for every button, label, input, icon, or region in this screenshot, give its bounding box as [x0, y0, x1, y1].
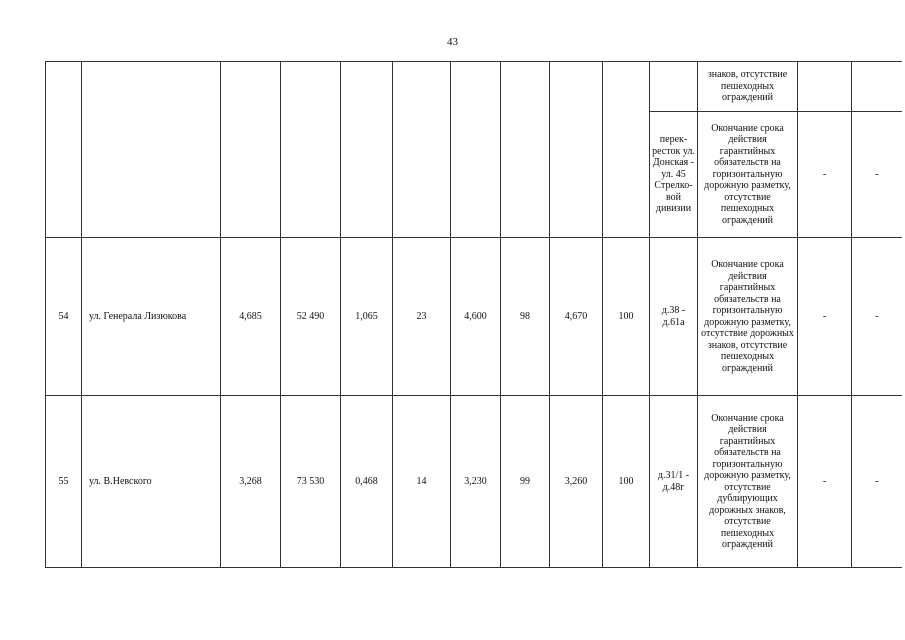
length-cell [221, 62, 281, 238]
bad-pct-cell [393, 62, 451, 238]
street-cell: ул. Генерала Лизюкова [82, 238, 221, 396]
table-row [46, 396, 902, 568]
good-pct-cell: 98 [501, 238, 550, 396]
good-pct-cell [501, 62, 550, 238]
col14-cell: - [798, 112, 852, 238]
bad-length-cell: 0,468 [341, 396, 393, 568]
table-row [46, 62, 902, 112]
reason-cell: Окончание срока действия гарантийных обязательств на горизонтальную дорожную разметку, отсутствие пешеходных ограждений [698, 112, 798, 238]
area-cell [281, 62, 341, 238]
col15-cell [852, 62, 902, 112]
area-cell: 52 490 [281, 238, 341, 396]
bad-pct-cell: 14 [393, 396, 451, 568]
norm-pct-cell: 100 [603, 238, 650, 396]
good-length-cell: 4,600 [451, 238, 501, 396]
section-cell [650, 62, 698, 112]
bad-length-cell: 1,065 [341, 238, 393, 396]
section-cell: д.38 - д.61а [650, 238, 698, 396]
row-number-cell: 54 [46, 238, 82, 396]
good-length-cell [451, 62, 501, 238]
page-number: 43 [447, 36, 458, 48]
section-cell: д.31/1 - д.48г [650, 396, 698, 568]
reason-cell: знаков, отсутствие пешеходных ограждений [698, 62, 798, 112]
reason-cell: Окончание срока действия гарантийных обязательств на горизонтальную дорожную разметку, отсутствие дублирующих дорожных знаков, отсутствие пешеходных ограждений [698, 396, 798, 568]
norm-length-cell: 3,260 [550, 396, 603, 568]
norm-pct-cell [603, 62, 650, 238]
reason-cell: Окончание срока действия гарантийных обязательств на горизонтальную дорожную разметку, отсутствие дорожных знаков, отсутствие пешеходных ограждений [698, 238, 798, 396]
section-cell: перек-ресток ул. Донская - ул. 45 Стрелко-вой дивизии [650, 112, 698, 238]
good-pct-cell: 99 [501, 396, 550, 568]
street-cell [82, 62, 221, 238]
street-cell: ул. В.Невского [82, 396, 221, 568]
bad-length-cell [341, 62, 393, 238]
table-row [46, 238, 902, 396]
row-number-cell: 55 [46, 396, 82, 568]
norm-length-cell: 4,670 [550, 238, 603, 396]
col15-cell: - [852, 238, 902, 396]
row-number-cell [46, 62, 82, 238]
good-length-cell: 3,230 [451, 396, 501, 568]
length-cell: 3,268 [221, 396, 281, 568]
col15-cell: - [852, 396, 902, 568]
col14-cell: - [798, 396, 852, 568]
length-cell: 4,685 [221, 238, 281, 396]
norm-length-cell [550, 62, 603, 238]
col14-cell [798, 62, 852, 112]
bad-pct-cell: 23 [393, 238, 451, 396]
roads-table [45, 61, 902, 568]
norm-pct-cell: 100 [603, 396, 650, 568]
col15-cell: - [852, 112, 902, 238]
area-cell: 73 530 [281, 396, 341, 568]
col14-cell: - [798, 238, 852, 396]
